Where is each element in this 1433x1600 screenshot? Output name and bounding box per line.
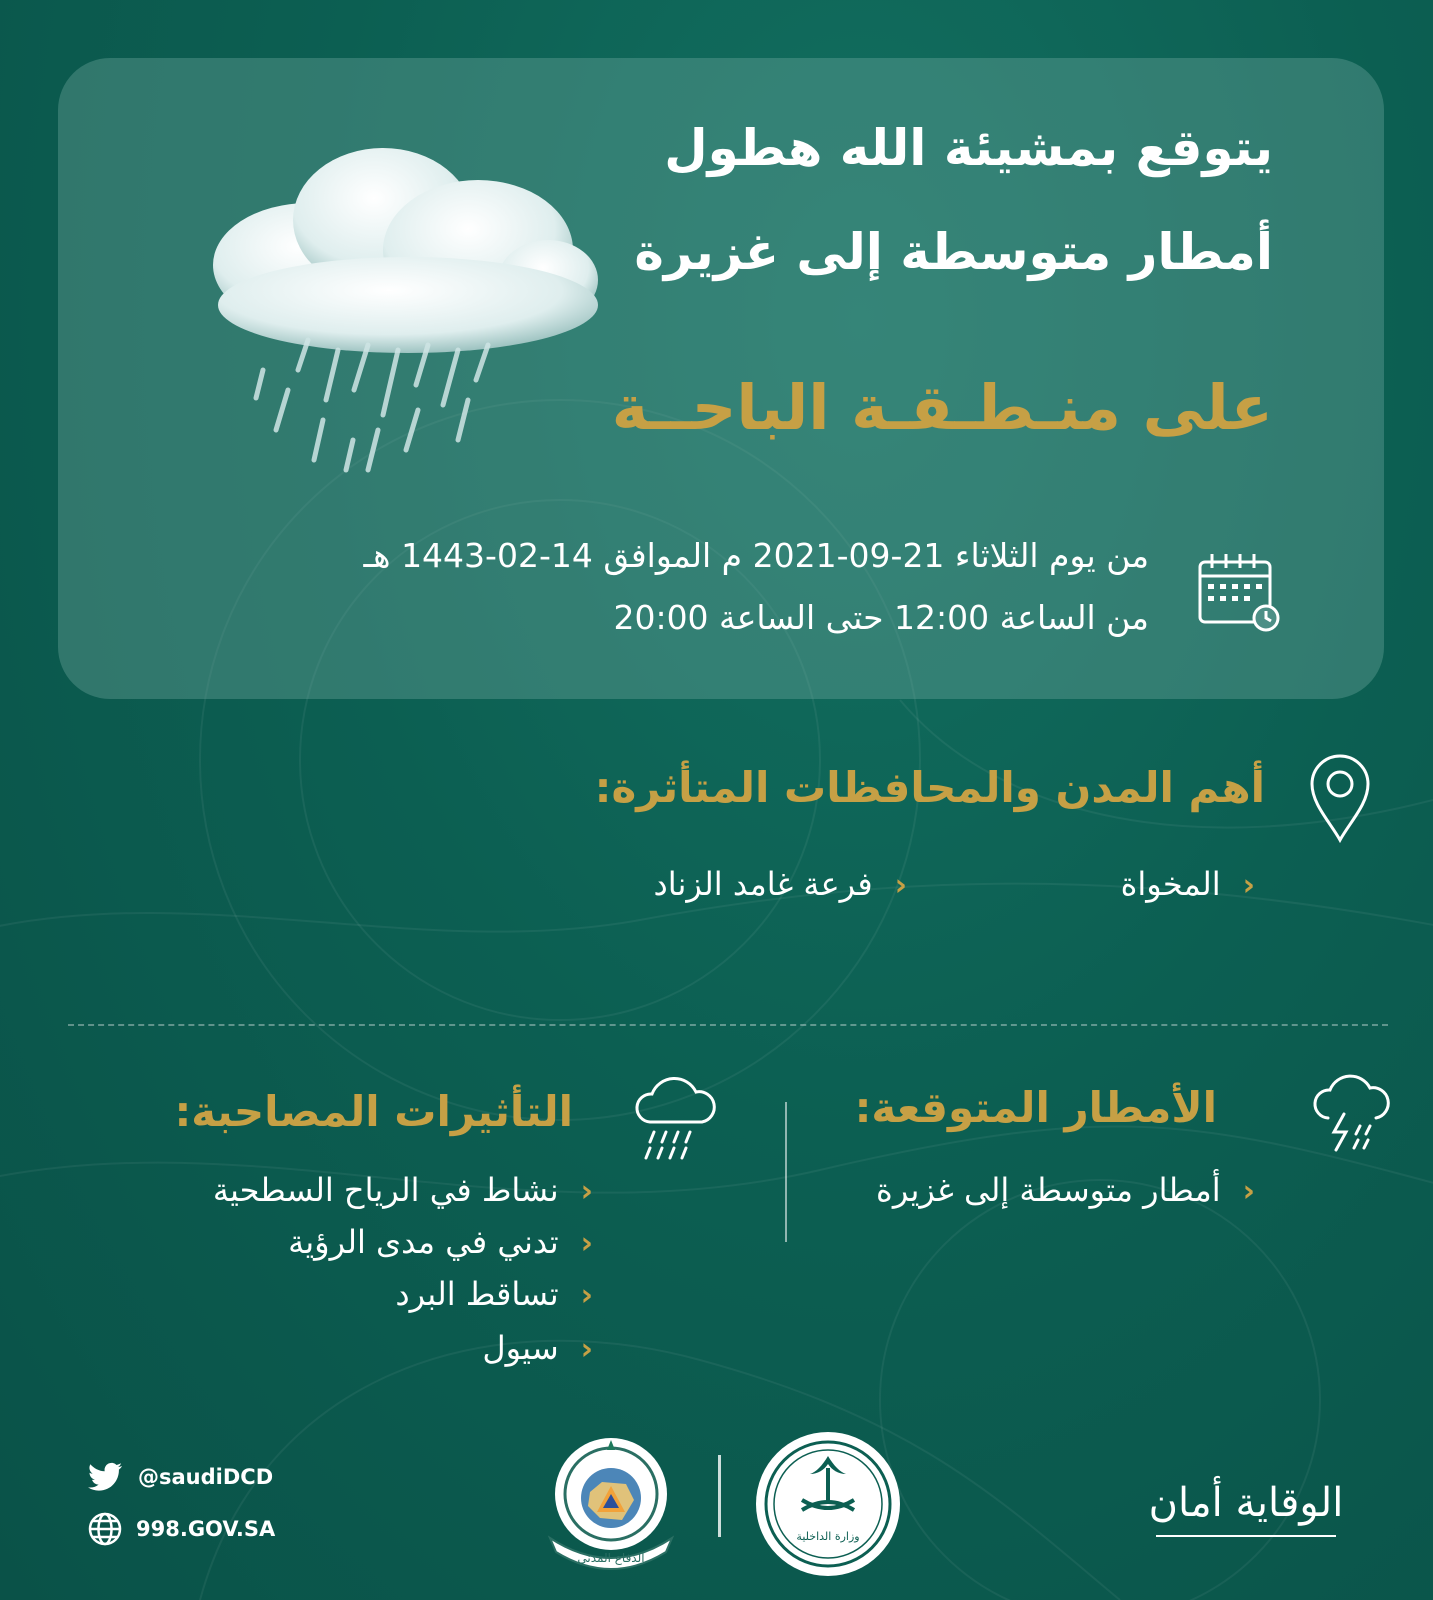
- twitter-handle[interactable]: @saudiDCD: [138, 1465, 274, 1489]
- twitter-link[interactable]: [88, 1462, 273, 1492]
- emblem-dcd-text: الدفاع المدني: [577, 1551, 645, 1565]
- emblem-moi-text: وزارة الداخلية: [796, 1530, 860, 1543]
- rain-cloud-icon: [630, 1072, 722, 1160]
- headline-line-2: أمطار متوسطة إلى غزيرة: [634, 223, 1273, 281]
- interior-ministry-emblem-icon: [752, 1428, 904, 1580]
- city-item: [1121, 862, 1255, 908]
- chevron-left-icon: ‹: [580, 1226, 593, 1261]
- effects-title: التأثيرات المصاحبة:: [174, 1087, 573, 1136]
- time-range: من الساعة 12:00 حتى الساعة 20:00: [613, 598, 1149, 637]
- slogan-calligraphy: [1146, 1456, 1346, 1546]
- expected-rain-label: أمطار متوسطة إلى غزيرة: [876, 1171, 1221, 1209]
- effect-label: تساقط البرد: [395, 1275, 559, 1313]
- effect-item: [213, 1168, 593, 1214]
- effect-label: نشاط في الرياح السطحية: [212, 1171, 559, 1209]
- chevron-left-icon: ‹: [1242, 1174, 1255, 1209]
- city-item: [653, 862, 907, 908]
- headline-line-1: يتوقع بمشيئة الله هطول: [664, 119, 1273, 177]
- globe-icon: [88, 1512, 122, 1546]
- website-url[interactable]: 998.GOV.SA: [136, 1517, 276, 1541]
- website-link[interactable]: [88, 1512, 275, 1546]
- affected-cities-title: أهم المدن والمحافظات المتأثرة:: [594, 763, 1265, 812]
- section-divider: [68, 1024, 1388, 1026]
- city-label: فرعة غامد الزناد: [653, 865, 873, 903]
- effect-item: [482, 1326, 593, 1372]
- twitter-icon: [88, 1462, 124, 1492]
- chevron-left-icon: ‹: [894, 868, 907, 903]
- location-pin-icon: [1308, 752, 1372, 844]
- calendar-clock-icon: [1196, 552, 1284, 634]
- slogan-text: الوقاية أمان: [1148, 1480, 1344, 1526]
- rain-cloud-illustration-icon: [178, 140, 618, 490]
- effect-item: [395, 1272, 593, 1318]
- region-name: على منـطـقـة الباحــة: [611, 371, 1273, 444]
- date-range: من يوم الثلاثاء 21-09-2021 م الموافق 14-02-1443 هـ: [363, 536, 1149, 575]
- effect-item: [288, 1220, 593, 1266]
- logo-separator: [718, 1455, 721, 1537]
- expected-rain-title: الأمطار المتوقعة:: [854, 1083, 1217, 1132]
- chevron-left-icon: ‹: [580, 1174, 593, 1209]
- expected-rain-item: [876, 1168, 1255, 1214]
- thunderstorm-cloud-icon: [1308, 1072, 1394, 1154]
- civil-defense-emblem-icon: [530, 1428, 692, 1578]
- chevron-left-icon: ‹: [1242, 868, 1255, 903]
- chevron-left-icon: ‹: [580, 1332, 593, 1367]
- effect-label: تدني في مدى الرؤية: [288, 1223, 559, 1261]
- chevron-left-icon: ‹: [580, 1278, 593, 1313]
- city-label: المخواة: [1120, 865, 1221, 903]
- vertical-divider: [785, 1102, 787, 1242]
- effect-label: سيول: [482, 1329, 559, 1367]
